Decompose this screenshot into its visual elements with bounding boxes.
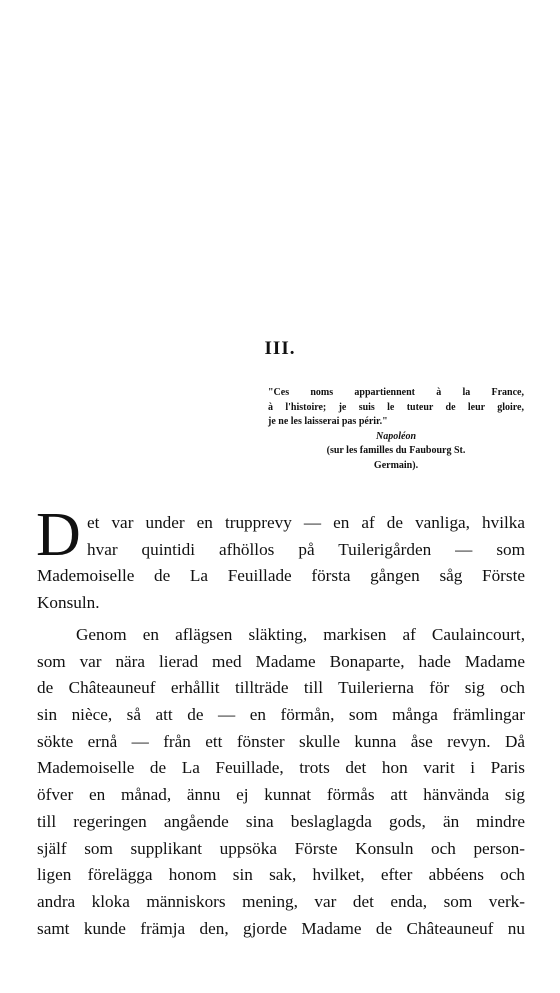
text-line: öfver en månad, ännu ej kunnat förmås att hänvända sig — [37, 785, 525, 805]
text-line: andra kloka människors mening, var det enda, som verk- — [37, 891, 525, 911]
epigraph-source: Germain). — [373, 459, 419, 471]
text-line: sin nièce, så att de — en förmån, som många främlingar — [37, 705, 525, 725]
text-line: som var nära lierad med Madame Bonaparte, hade Madame — [37, 651, 525, 671]
epigraph-line: "Ces noms appartiennent à la France, — [268, 387, 524, 398]
text-line: själf som supplikant uppsöka Förste Konsuln och person- — [37, 838, 525, 858]
paragraph-2 — [37, 622, 525, 942]
text-line: de Châteauneuf erhållit tillträde till Tuilerierna för sig och — [37, 678, 525, 698]
epigraph-line: à l'histoire; je suis le tuteur de leur gloire, — [268, 401, 524, 413]
chapter-number: III. — [264, 338, 296, 359]
paragraph-1 — [37, 510, 525, 617]
text-line: Mademoiselle de La Feuillade, trots det hon varit i Paris — [37, 758, 525, 778]
text-line: sökte ernå — från ett fönster skulle kunna åse revyn. Då — [37, 731, 525, 751]
text-line: Mademoiselle de La Feuillade första gången såg Förste — [37, 566, 525, 586]
text-line: et var under en trupprevy — en af de vanliga, hvilka — [87, 513, 525, 532]
epigraph-author: Napoléon — [376, 430, 416, 442]
drop-cap: D — [36, 501, 81, 569]
text-line: Konsuln. — [37, 593, 100, 613]
epigraph — [268, 386, 524, 474]
text-line: ligen förelägga honom sin sak, hvilket, efter abbéens och — [37, 865, 525, 885]
text-line: hvar quintidi afhöllos på Tuilerigården — som — [87, 539, 525, 559]
text-line: till regeringen angående sina beslaglagda gods, än mindre — [37, 811, 525, 831]
epigraph-source: (sur les familles du Faubourg St. — [326, 445, 466, 457]
epigraph-line: je ne les laisserai pas périr." — [268, 416, 388, 428]
text-line: Genom en aflägsen släkting, markisen af Caulaincourt, — [76, 625, 525, 644]
text-line: samt kunde främja den, gjorde Madame de Châteauneuf nu — [37, 918, 525, 938]
